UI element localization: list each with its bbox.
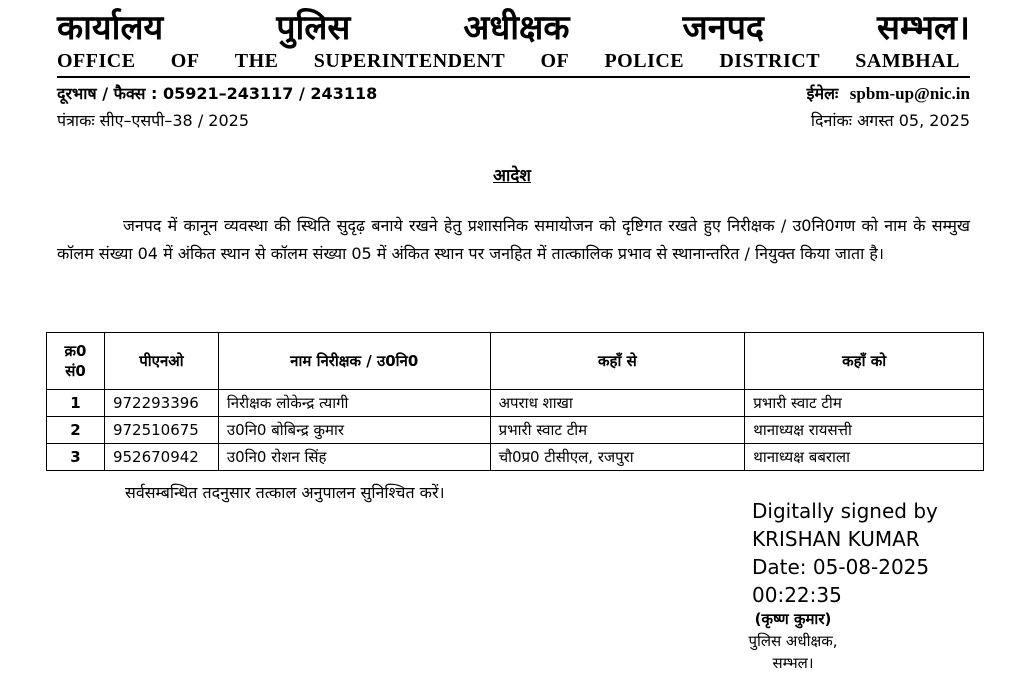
col-pno: पीएनओ xyxy=(104,333,218,390)
title-word: सम्भल। xyxy=(876,8,970,48)
dsig-line: Digitally signed by xyxy=(752,499,938,523)
table-row xyxy=(47,390,984,417)
cell-pno: 972510675 xyxy=(104,417,218,444)
cell-serial: 3 xyxy=(47,444,105,471)
email-address[interactable]: spbm-up@nic.in xyxy=(849,84,970,103)
compliance-note: सर्वसम्बन्धित तदनुसार तत्काल अनुपालन सुनिश्चित करें। xyxy=(125,483,445,502)
table-row xyxy=(47,417,984,444)
dsig-time: 00:22:35 xyxy=(752,583,842,607)
signatory-location: सम्भल। xyxy=(772,654,814,672)
dsig-signer: KRISHAN KUMAR xyxy=(752,527,920,551)
letter-number: पंत्राकः सीए–एसपी–38 / 2025 xyxy=(57,111,250,130)
col-serial: क्र0 सं0 xyxy=(47,333,105,390)
title-word: OF xyxy=(540,50,570,72)
cell-from: अपराध शाखा xyxy=(490,390,745,417)
office-title-hindi xyxy=(57,8,970,48)
cell-to: थानाध्यक्ष रायसत्ती xyxy=(745,417,984,444)
cell-from: चौ0प्र0 टीसीएल, रजपुरा xyxy=(490,444,745,471)
cell-pno: 952670942 xyxy=(104,444,218,471)
email-label: ईमेलः xyxy=(806,84,839,103)
col-name: नाम निरीक्षक / उ0नि0 xyxy=(218,333,490,390)
title-word: DISTRICT xyxy=(719,50,821,72)
transfer-table xyxy=(46,332,984,471)
title-word: अधीक्षक xyxy=(463,8,570,48)
signatory-designation: पुलिस अधीक्षक, xyxy=(748,632,838,650)
title-word: SUPERINTENDENT xyxy=(313,50,506,72)
digital-signature xyxy=(752,497,982,609)
table-header-row xyxy=(47,333,984,390)
signatory-block xyxy=(728,608,858,674)
title-word: कार्यालय xyxy=(57,8,164,48)
cell-serial: 2 xyxy=(47,417,105,444)
order-body: जनपद में कानून व्यवस्था की स्थिति सुदृढ़ बनाये रखने हेतु प्रशासनिक समायोजन को दृष्टिगत रखते हुए निरीक्षक / उ0नि0गण को नाम के सम्मुख कॉलम संख्या 04 में अंकित स्थान से कॉलम संख्या 05 में अंकित स्थान पर जनहित में तात्कालिक प्रभाव से स्थानान्तरित / नियुक्त किया जाता है। xyxy=(57,216,970,263)
table-row xyxy=(47,444,984,471)
title-word: THE xyxy=(234,50,279,72)
cell-to: थानाध्यक्ष बबराला xyxy=(745,444,984,471)
title-word: जनपद xyxy=(682,8,764,48)
cell-name: निरीक्षक लोकेन्द्र त्यागी xyxy=(218,390,490,417)
cell-from: प्रभारी स्वाट टीम xyxy=(490,417,745,444)
phone-fax: दूरभाष / फैक्स : 05921–243117 / 243118 xyxy=(57,84,378,103)
title-word: POLICE xyxy=(604,50,685,72)
office-title-english xyxy=(57,50,960,73)
cell-serial: 1 xyxy=(47,390,105,417)
title-word: OF xyxy=(170,50,200,72)
order-title: आदेश xyxy=(493,166,531,186)
title-word: SAMBHAL xyxy=(855,50,960,72)
title-word: पुलिस xyxy=(276,8,351,48)
title-word: OFFICE xyxy=(57,50,136,72)
dsig-date: Date: 05-08-2025 xyxy=(752,555,930,579)
cell-name: उ0नि0 रोशन सिंह xyxy=(218,444,490,471)
col-to: कहाँ को xyxy=(745,333,984,390)
col-from: कहाँ से xyxy=(490,333,745,390)
email-block xyxy=(807,82,970,104)
cell-pno: 972293396 xyxy=(104,390,218,417)
cell-name: उ0नि0 बोबिन्द्र कुमार xyxy=(218,417,490,444)
signatory-name: (कृष्ण कुमार) xyxy=(754,610,832,628)
header-divider xyxy=(57,76,970,78)
cell-to: प्रभारी स्वाट टीम xyxy=(745,390,984,417)
contact-row xyxy=(57,82,970,104)
letter-date: दिनांकः अगस्त 05, 2025 xyxy=(810,111,970,130)
reference-row xyxy=(57,109,970,131)
order-heading xyxy=(0,163,1024,186)
